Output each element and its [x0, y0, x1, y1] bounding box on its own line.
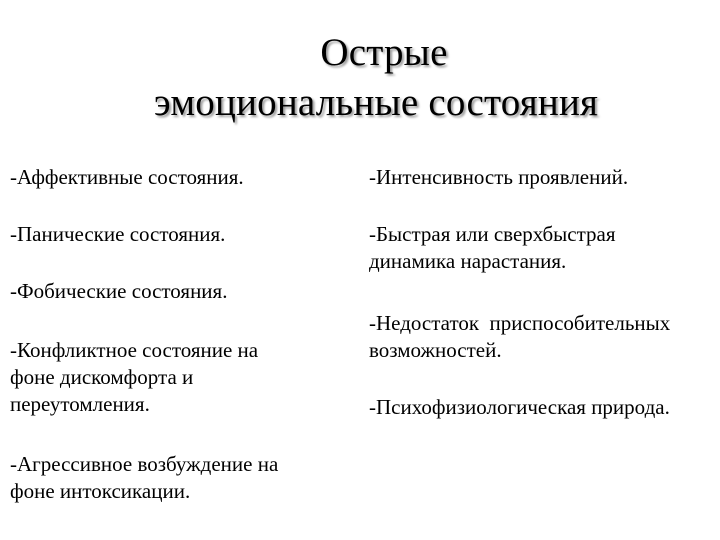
list-item-panic	[10, 221, 225, 248]
slide-title-line-2: эмоциональные состояния	[153, 81, 599, 124]
list-item-line: динамика нарастания.	[369, 249, 567, 273]
list-item-line: -Недостаток приспособительных	[369, 311, 671, 335]
list-item-line: переутомления.	[10, 392, 150, 416]
list-item-adaptive-deficit	[369, 310, 670, 364]
list-item-line: фоне интоксикации.	[10, 479, 191, 503]
list-item-affective	[10, 164, 244, 191]
list-item-line: -Интенсивность проявлений.	[369, 165, 629, 189]
list-item-dynamics	[369, 221, 616, 275]
list-item-conflict	[10, 337, 258, 418]
list-item-line: -Быстрая или сверхбыстрая	[369, 222, 616, 246]
list-item-line: -Фобические состояния.	[10, 279, 228, 303]
list-item-line: фоне дискомфорта и	[10, 365, 194, 389]
list-item-line: -Панические состояния.	[10, 222, 226, 246]
list-item-psychophysiological	[369, 394, 670, 421]
list-item-line: -Аффективные состояния.	[10, 165, 244, 189]
list-item-phobic	[10, 278, 227, 305]
list-item-line: -Психофизиологическая природа.	[369, 395, 670, 419]
list-item-line: -Конфликтное состояние на	[10, 338, 259, 362]
list-item-aggressive	[10, 451, 278, 505]
list-item-intensity	[369, 164, 628, 191]
list-item-line: возможностей.	[369, 338, 502, 362]
slide-title-line-1: Острые	[320, 31, 448, 74]
slide-title	[0, 28, 720, 128]
list-item-line: -Агрессивное возбуждение на	[10, 452, 279, 476]
